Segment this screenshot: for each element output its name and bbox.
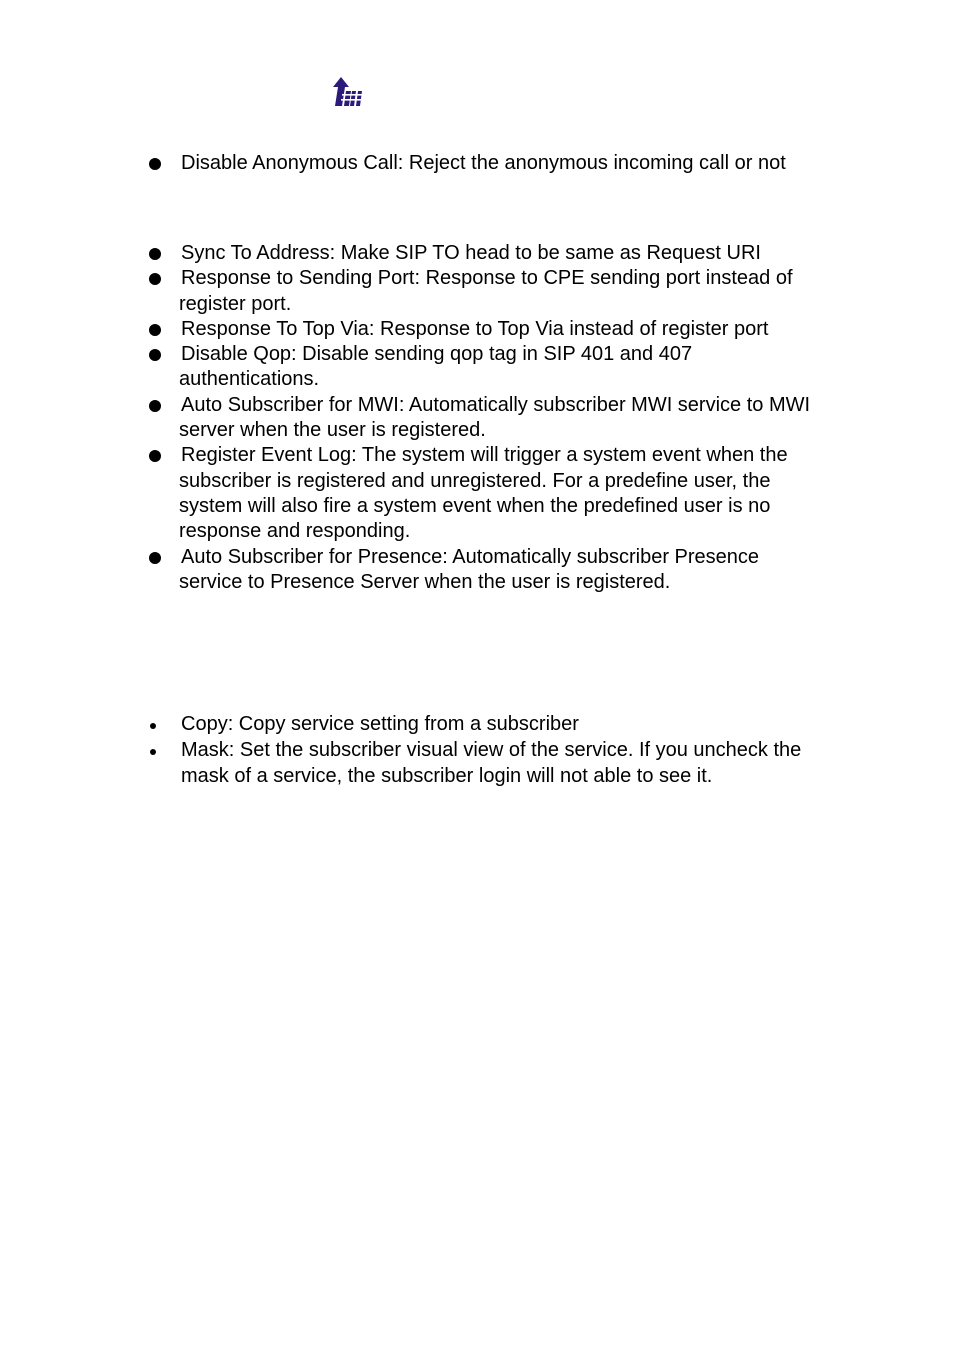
list-item-text: Disable Qop: Disable sending qop tag in SIP 401 and 407 authentications. bbox=[179, 343, 693, 391]
list-item bbox=[0, 266, 819, 317]
list-item bbox=[0, 393, 819, 444]
bullet-icon bbox=[149, 273, 161, 285]
list-item bbox=[0, 738, 821, 790]
list-item-text: Response to Sending Port: Response to CPE sending port instead of register port. bbox=[179, 267, 793, 315]
bullet-icon bbox=[149, 450, 161, 462]
list-item bbox=[0, 151, 819, 176]
list-item-text: Mask: Set the subscriber visual view of the service. If you uncheck the mask of a service, the subscriber login will not able to see it. bbox=[181, 738, 802, 787]
service-actions-list bbox=[0, 712, 821, 789]
bullet-icon bbox=[150, 749, 156, 755]
bullet-icon bbox=[149, 400, 161, 412]
list-item-text: Disable Anonymous Call: Reject the anonymous incoming call or not bbox=[181, 152, 786, 174]
list-item bbox=[0, 317, 819, 342]
list-item-text: Auto Subscriber for MWI: Automatically subscriber MWI service to MWI server when the user is registered. bbox=[179, 393, 811, 442]
list-item bbox=[0, 443, 819, 544]
bullet-icon bbox=[149, 158, 161, 170]
list-item-text: Sync To Address: Make SIP TO head to be same as Request URI bbox=[181, 242, 761, 264]
list-item bbox=[0, 342, 819, 393]
bullet-icon bbox=[149, 248, 161, 260]
list-item-text: Register Event Log: The system will trigger a system event when the subscriber is registered and unregistered. For a predefine user, the system will also fire a system event when the predefined user is no response and responding. bbox=[179, 444, 788, 543]
anonymous-call-list bbox=[0, 151, 819, 176]
list-item-text: Response To Top Via: Response to Top Via instead of register port bbox=[181, 317, 769, 340]
bullet-icon bbox=[149, 324, 161, 336]
list-item bbox=[0, 712, 821, 738]
list-item bbox=[0, 241, 819, 266]
list-item-text: Auto Subscriber for Presence: Automatically subscriber Presence service to Presence Server when the user is registered. bbox=[179, 545, 760, 593]
sip-options-list bbox=[0, 241, 819, 595]
list-item-text: Copy: Copy service setting from a subscriber bbox=[181, 713, 579, 735]
list-item bbox=[0, 545, 819, 596]
bullet-icon bbox=[149, 552, 161, 564]
bullet-icon bbox=[149, 349, 161, 361]
bullet-icon bbox=[150, 723, 156, 729]
company-logo-icon bbox=[332, 77, 368, 107]
